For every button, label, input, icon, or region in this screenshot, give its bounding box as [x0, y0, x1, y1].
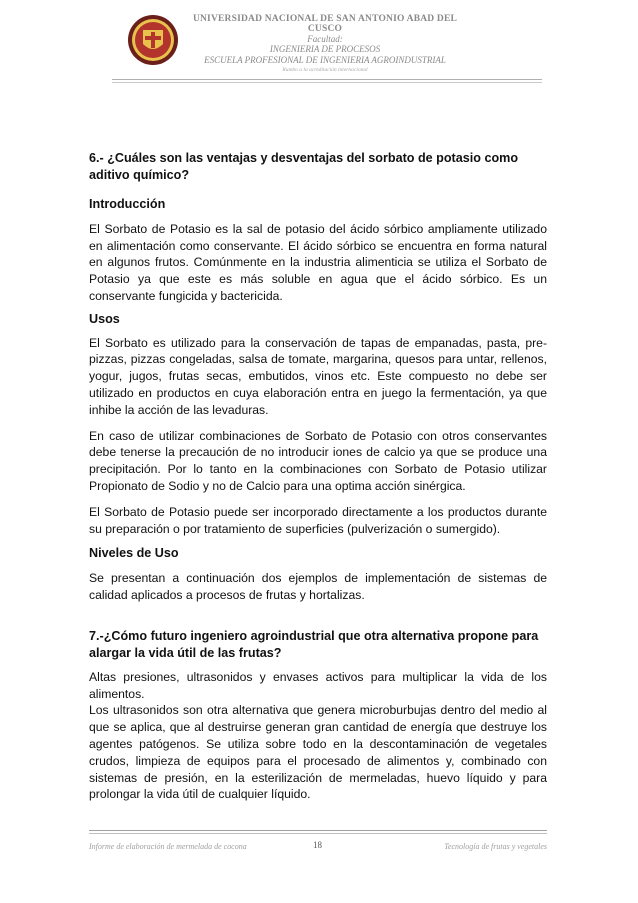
intro-heading: Introducción [89, 197, 166, 211]
footer-report-title: Informe de elaboración de mermelada de cocona [89, 842, 247, 851]
footer-course-name: Tecnología de frutas y vegetales [444, 842, 547, 851]
footer-divider-secondary [89, 833, 547, 834]
q7-paragraph-1: Altas presiones, ultrasonidos y envases activos para multiplicar la vida de los alimentos. [89, 669, 547, 701]
header-faculty-label: Facultad: [307, 34, 343, 44]
niveles-heading: Niveles de Uso [89, 546, 179, 561]
usos-paragraph-3: El Sorbato de Potasio puede ser incorporado directamente a los productos durante su preparación o por tratamiento de superficies (pulverización o sumergido). [89, 504, 547, 536]
university-seal-icon [127, 14, 179, 66]
page-header [0, 0, 638, 92]
page-number: 18 [313, 840, 322, 850]
header-divider [112, 79, 542, 80]
q7-paragraph-2: Los ultrasonidos son otra alternativa que genera microburbujas dentro del medio al que se aplica, que al destruirse generan gran cantidad de energía que destruye los agentes patógenos. Se utiliza sobre todo en la descontaminación de vegetales crudos, limpieza de equipos para el procesado de alimentos y, combinado con sistemas de presión, en la esterilización de mermeladas, huevo líquido y para prolongar la vida útil de cualquier líquido. [89, 703, 547, 802]
header-text [175, 14, 475, 74]
question-6-title: 6.- ¿Cuáles son las ventajas y desventajas del sorbato de potasio como aditivo químico? [89, 151, 519, 182]
footer-divider [89, 830, 547, 831]
niveles-paragraph: Se presentan a continuación dos ejemplos de implementación de sistemas de calidad aplicados a procesos de frutas y hortalizas. [89, 571, 547, 602]
header-program: INGENIERIA DE PROCESOS [269, 44, 381, 54]
usos-paragraph-1: El Sorbato es utilizado para la conservación de tapas de empanadas, pasta, pre-pizzas, pizzas congeladas, salsa de tomate, margarina, quesos para untar, rellenos, yogur, jugos, frutas secas, embutidos, vinos etc. Este compuesto no debe ser utilizado en productos en cuya elaboración entra en juego la fermentación, ya que inhibe la acción de las levaduras. [89, 335, 547, 417]
header-university: UNIVERSIDAD NACIONAL DE SAN ANTONIO ABAD DEL CUSCO [192, 14, 458, 34]
question-7-title: 7.-¿Cómo futuro ingeniero agroindustrial que otra alternativa propone para alargar la vida útil de las frutas? [89, 628, 539, 660]
document-body [89, 150, 547, 803]
header-divider-secondary [112, 82, 542, 83]
usos-paragraph-2: En caso de utilizar combinaciones de Sorbato de Potasio con otros conservantes debe tenerse la precaución de no introducir iones de calcio ya que se produce una precipitación. Por lo tanto en la combinaciones con Sorbato de Potasio utilizar Propionato de Sodio y no de Calcio para una optima acción sinérgica. [89, 428, 547, 493]
header-school: ESCUELA PROFESIONAL DE INGENIERIA AGROINDUSTRIAL [204, 55, 446, 65]
header-motto: Rumbo a la acreditación internacional [282, 67, 368, 73]
intro-paragraph: El Sorbato de Potasio es la sal de potasio del ácido sórbico ampliamente utilizado en alimentación como conservante. El ácido sórbico se encuentra en forma natural en algunos frutos. Comúnmente en la industria alimenticia se utiliza el Sorbato de Potasio ya que este es más soluble en agua que el ácido sórbico. Es un conservante fungicida y bactericida. [89, 221, 547, 303]
usos-heading: Usos [89, 311, 120, 326]
